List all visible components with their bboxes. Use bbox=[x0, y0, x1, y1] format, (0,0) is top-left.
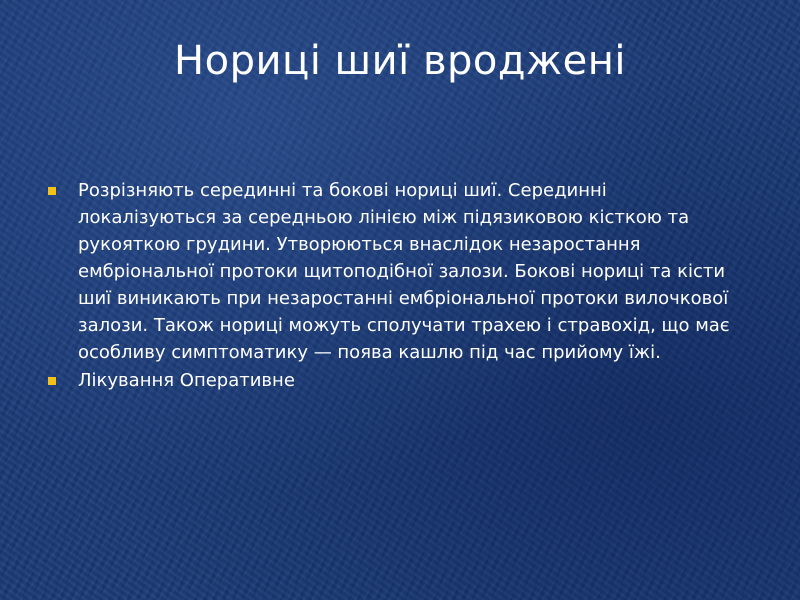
bullet-text: Розрізняють серединні та бокові нориці шиї. Серединні локалізуються за середньою лінією між підязиковою кісткою та рукояткою грудини. Утворюються внаслідок незаростання ембріональної протоки щитоподібної залози. Бокові нориці та кісти шиї виникають при незаростанні ембріональної протоки вилочкової залози. Також нориці можуть сполучати трахею і стравохід, що має особливу симптоматику — поява кашлю під час прийому їжі. bbox=[78, 180, 730, 363]
bullet-item bbox=[48, 367, 738, 394]
square-bullet-icon bbox=[48, 377, 56, 385]
bullet-item bbox=[48, 177, 738, 366]
square-bullet-icon bbox=[48, 187, 56, 195]
bullet-text: Лікування Оперативне bbox=[78, 370, 295, 391]
slide-title: Нориці шиї вроджені bbox=[174, 38, 626, 84]
bullet-list bbox=[48, 177, 738, 395]
